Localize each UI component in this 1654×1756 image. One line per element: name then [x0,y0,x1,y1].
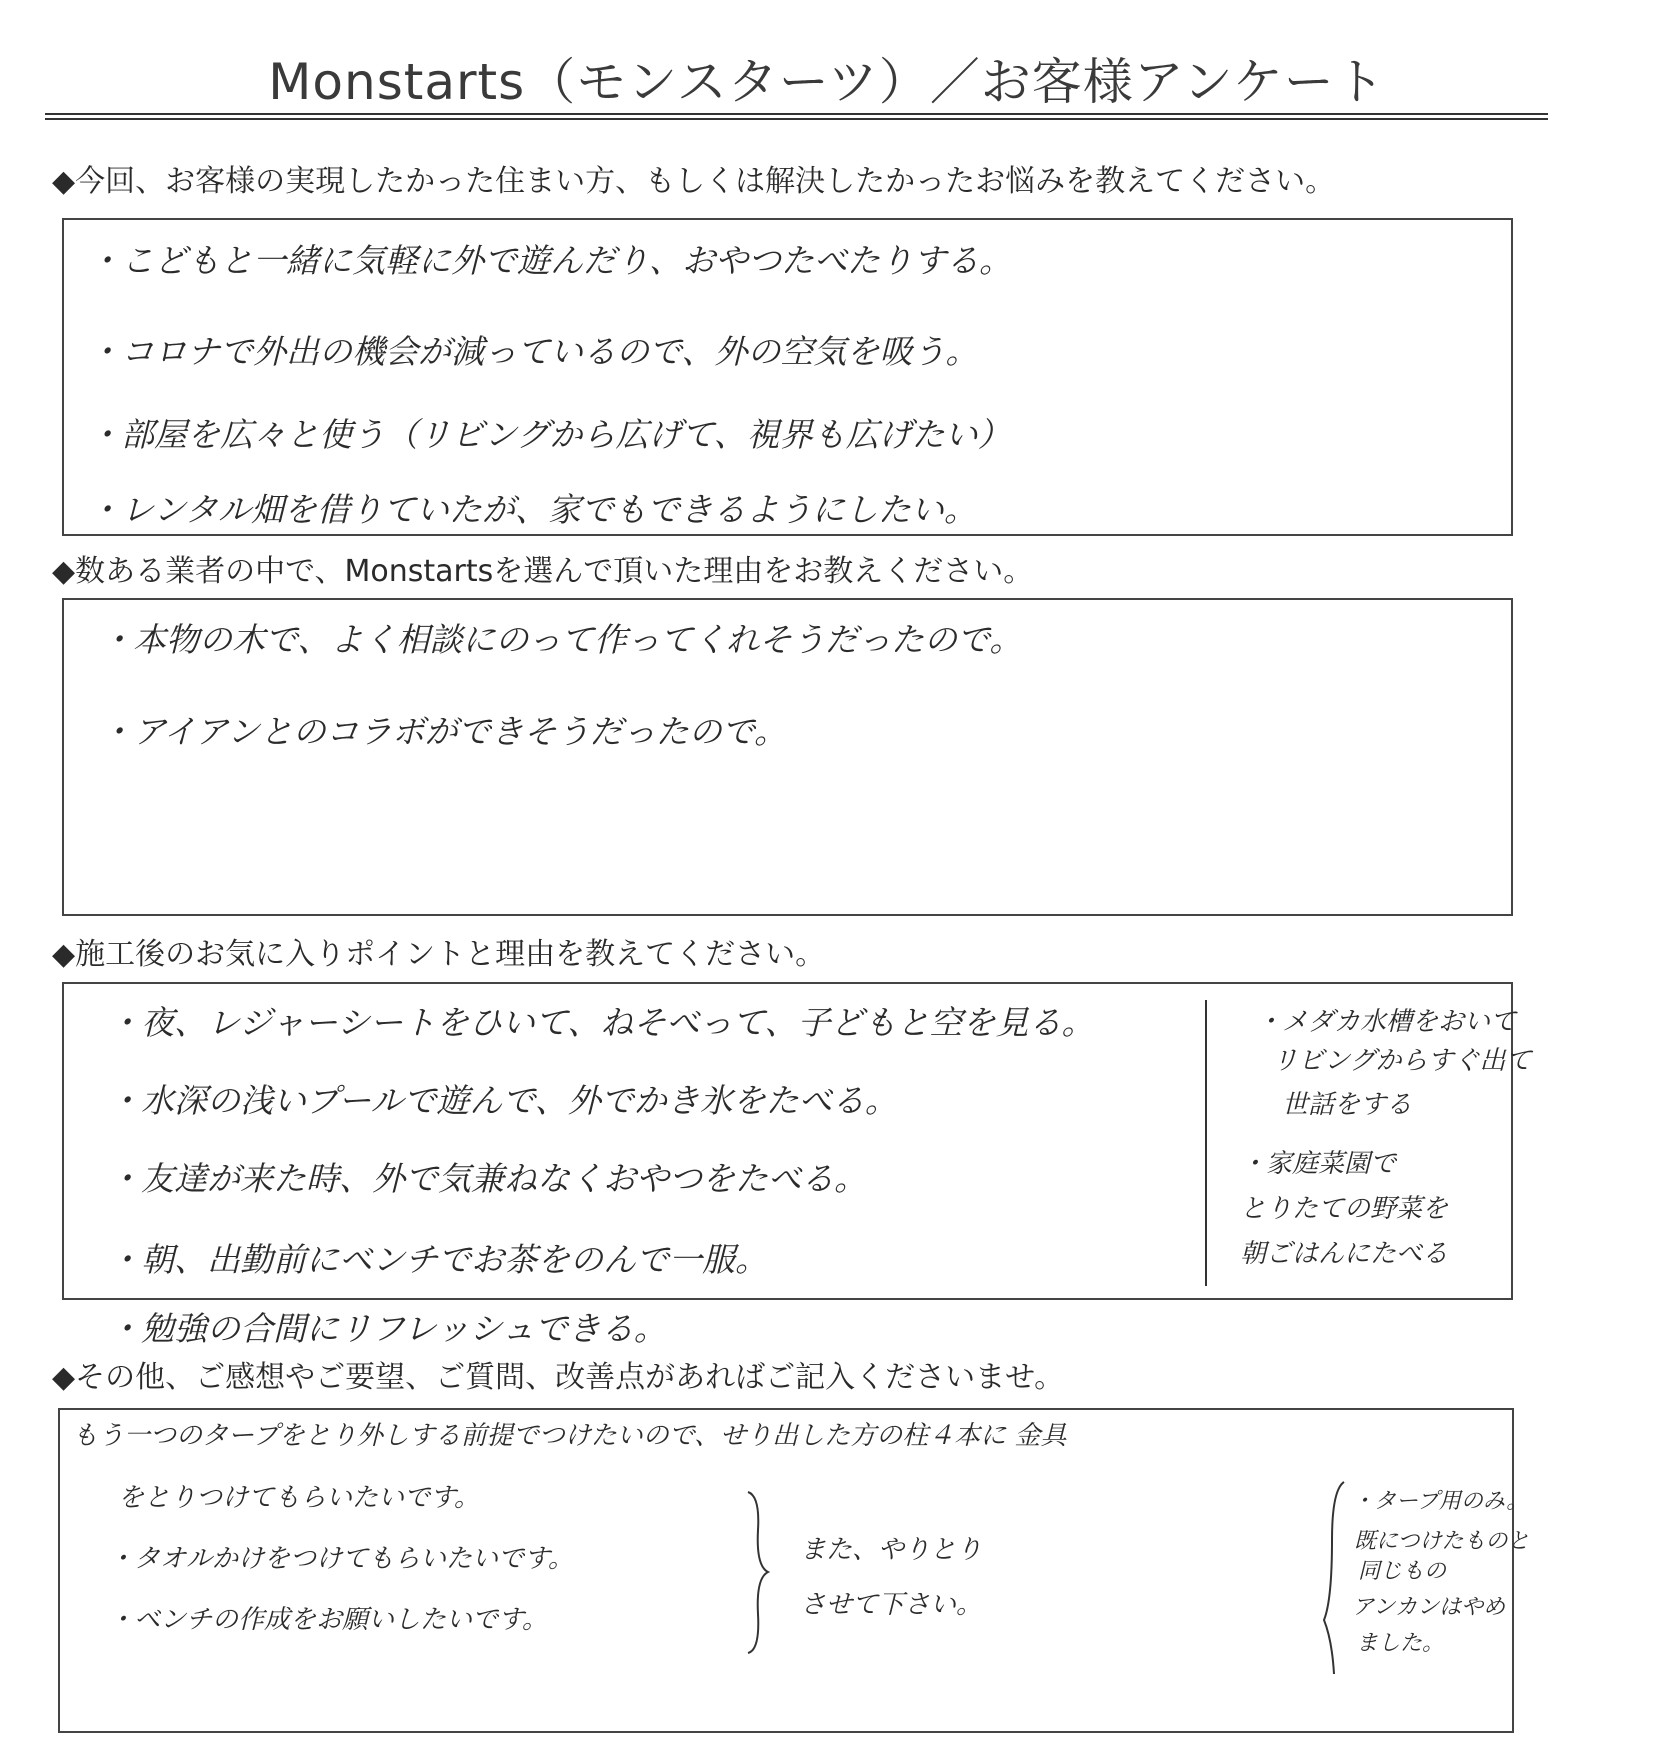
answer-4-4: ・ベンチの作成をお願いしたいです。 [108,1605,548,1635]
answer-1-4: ・レンタル畑を借りていたが、家でもできるようにしたい。 [88,490,977,529]
answer-1-2: ・コロナで外出の機会が減っているので、外の空気を吸う。 [88,332,979,371]
side-note-3: 世話をする [1282,1090,1413,1120]
question-2: ◆数ある業者の中で、Monstartsを選んで頂いた理由をお教えください。 [52,554,1034,589]
right-note-5: ました。 [1356,1631,1445,1656]
answer-1-1: ・こどもと一緒に気軽に外で遊んだり、おやつたべたりする。 [88,241,1012,280]
answer-3-1: ・夜、レジャーシートをひいて、ねそべって、子どもと空を見る。 [108,1003,1095,1042]
right-note-3: 同じもの [1358,1559,1447,1584]
answer-2-2: ・アイアンとのコラボができそうだったので。 [100,712,788,751]
question-3: ◆施工後のお気に入りポイントと理由を教えてください。 [52,937,826,972]
question-1: ◆今回、お客様の実現したかった住まい方、もしくは解決したかったお悩みを教えてください。 [52,164,1336,199]
answer-3-2: ・水深の浅いプールで遊んで、外でかき氷をたべる。 [108,1081,898,1120]
answer-1-3: ・部屋を広々と使う（リビングから広げて、視界も広げたい） [88,415,1011,454]
right-brace-icon [746,1490,770,1655]
question-4: ◆その他、ご感想やご要望、ご質問、改善点があればご記入くださいませ。 [52,1360,1065,1395]
answer-2-1: ・本物の木で、よく相談にのって作ってくれそうだったので。 [100,620,1023,659]
answer-3-3: ・友達が来た時、外で気兼ねなくおやつをたべる。 [108,1159,867,1198]
side-note-4: ・家庭菜園で [1240,1149,1397,1179]
title-underline [45,113,1548,120]
right-note-4: アンカンはやめ [1352,1595,1506,1620]
page-title: Monstarts（モンスターツ）／お客様アンケート [268,53,1386,111]
answer-4-1: もう一つのタープをとり外しする前提でつけたいので、せり出した方の柱４本に 金具 [72,1421,1067,1451]
side-note-divider [1205,1000,1207,1286]
answer-4-2: をとりつけてもらいたいです。 [118,1483,480,1513]
middle-note-1: また、やりとり [800,1535,983,1565]
answer-3-4: ・朝、出勤前にベンチでお茶をのんで一服。 [108,1240,768,1279]
side-note-6: 朝ごはんにたべる [1240,1239,1449,1269]
side-note-5: とりたての野菜を [1240,1194,1449,1224]
left-brace-icon [1322,1480,1346,1676]
answer-3-5: ・勉強の合間にリフレッシュできる。 [108,1309,667,1348]
middle-note-2: させて下さい。 [800,1590,983,1620]
side-note-2: リビングからすぐ出て [1272,1046,1532,1076]
right-note-1: ・タープ用のみ。 [1352,1489,1529,1514]
answer-4-3: ・タオルかけをつけてもらいたいです。 [108,1544,574,1574]
right-note-2: 既につけたものと [1354,1529,1530,1554]
side-note-1: ・メダカ水槽をおいて [1256,1007,1517,1037]
